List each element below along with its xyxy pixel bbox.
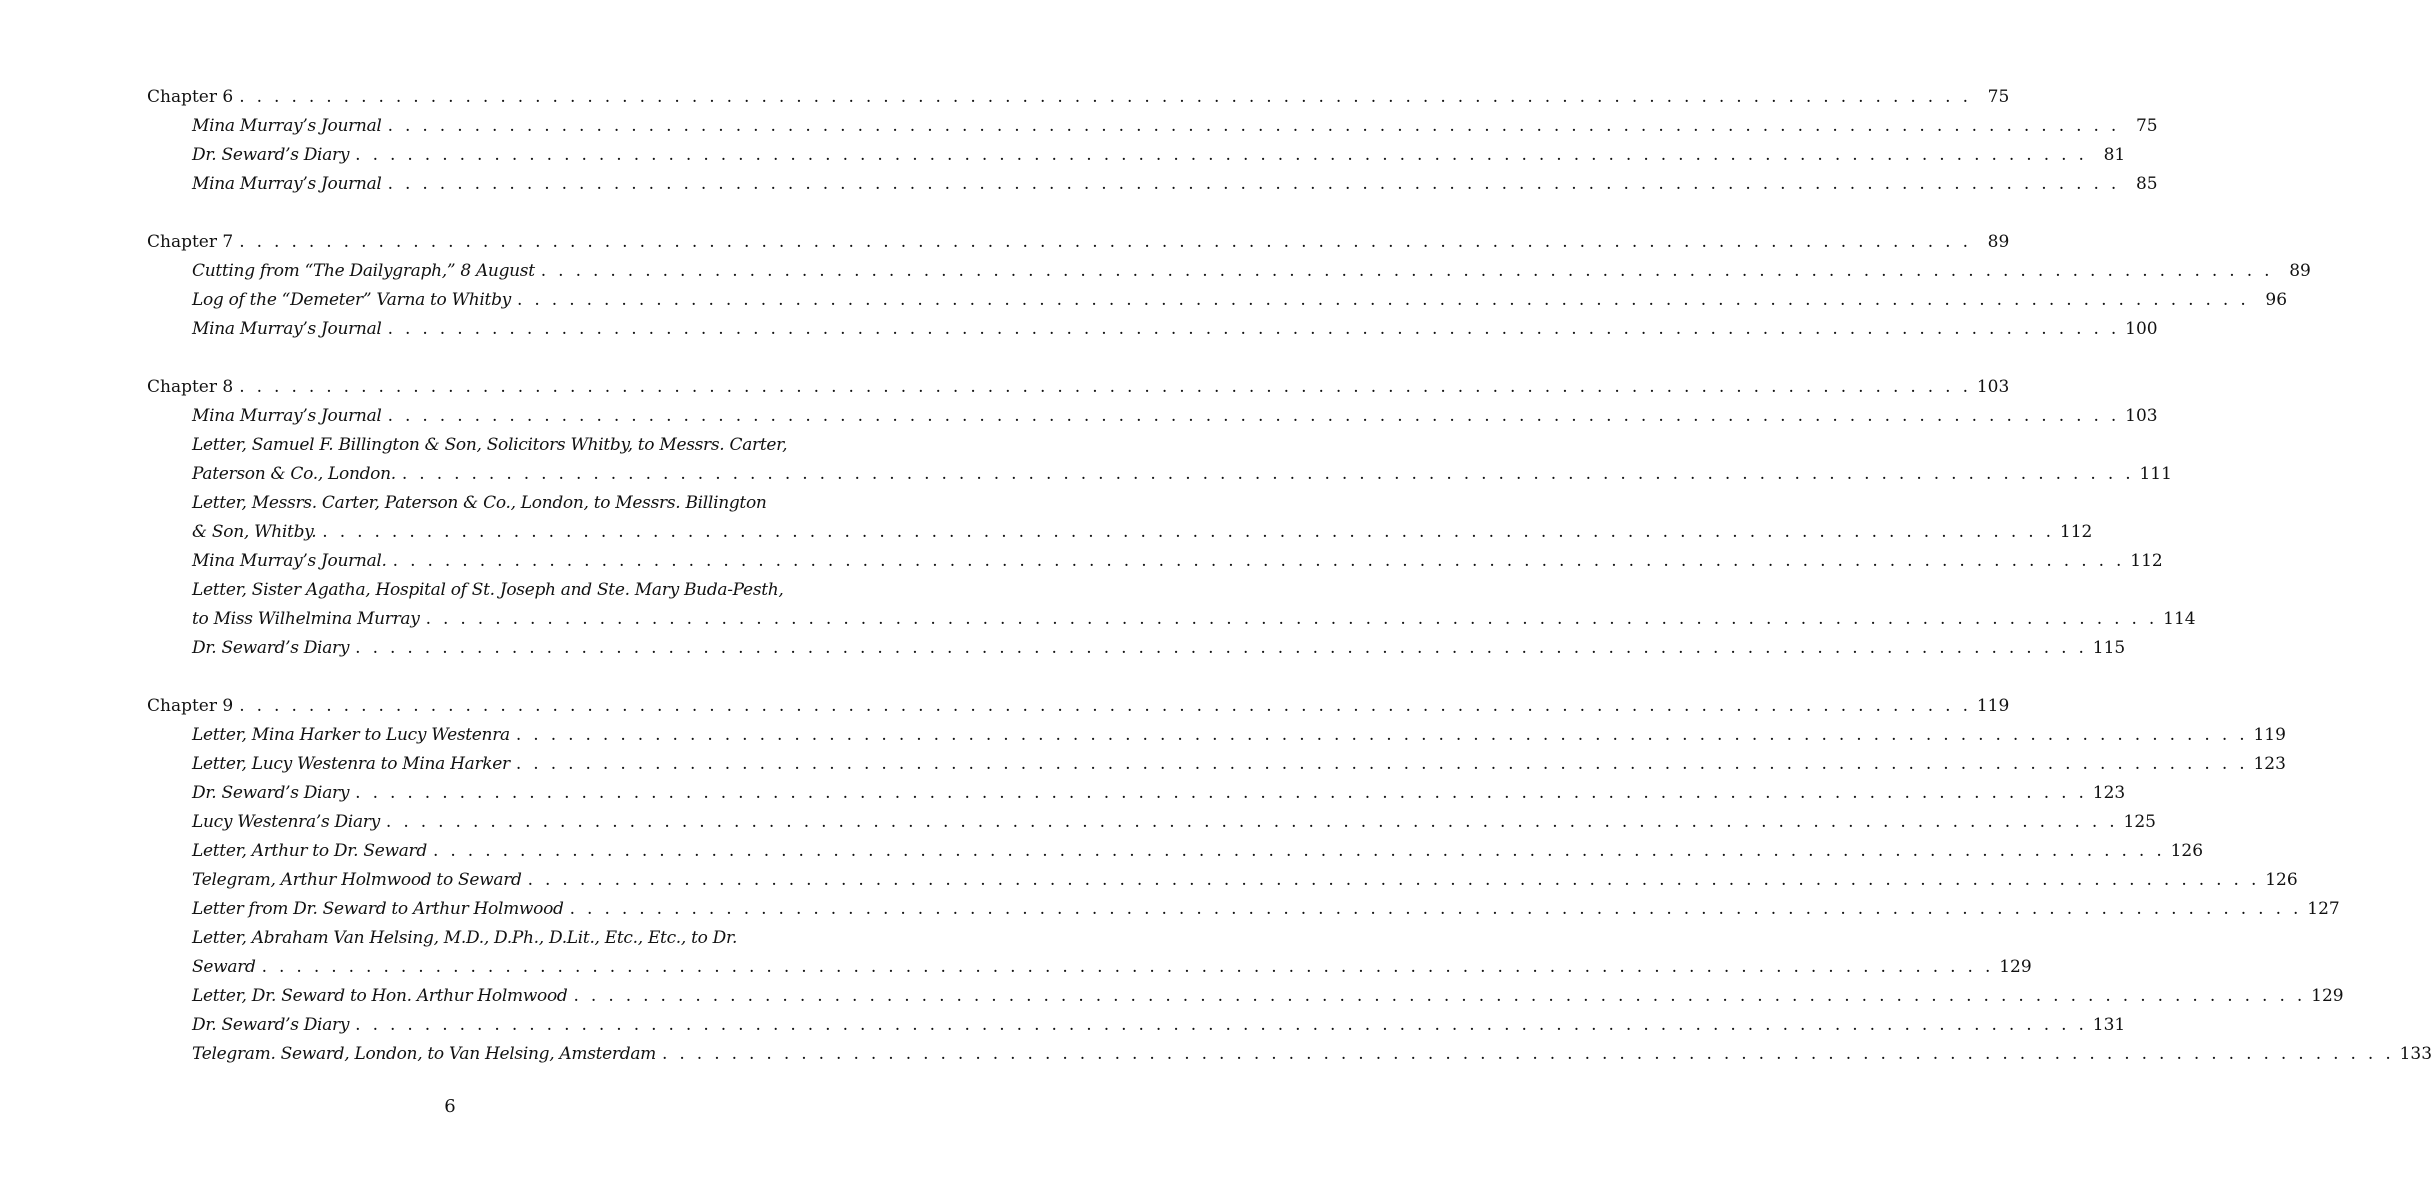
toc-entry-title: Letter, Lucy Westenra to Mina Harker (192, 750, 516, 779)
dot-leader: . . . . . . . . . . . . . . . . . . . . . . . . . . . . . . . . . . . . . . . . . . . . . . . . . . . . . . . . . . . . . . . . . . . . . . . . . . . . . . . . . . . . . . . . . . . . . . . . . . . . (239, 87, 1972, 107)
toc-entry[interactable] (192, 634, 2126, 663)
dot-leader: . . . . . . . . . . . . . . . . . . . . . . . . . . . . . . . . . . . . . . . . . . . . . . . . . . . . . . . . . . . . . . . . . . . . . . . . . . . . . . . . . . . . . . . . . . . . . . . . . . . . (425, 609, 2158, 629)
toc-entry-title: & Son, Whitby. (192, 518, 322, 547)
toc-entry[interactable] (192, 286, 2288, 315)
chapter-block (0, 228, 2311, 344)
dot-leader: . . . . . . . . . . . . . . . . . . . . . . . . . . . . . . . . . . . . . . . . . . . . . . . . . . . . . . . . . . . . . . . . . . . . . . . . . . . . . . . . . . . . . . . . . . . . . . . . . . . . (239, 696, 1972, 716)
toc-entry-title: Dr. Seward’s Diary (192, 1011, 355, 1040)
toc-entry[interactable] (192, 112, 2158, 141)
toc-entry-title: Mina Murray’s Journal. (192, 547, 393, 576)
toc-entry-title: Dr. Seward’s Diary (192, 779, 355, 808)
toc-entry-page: 112 (2054, 518, 2092, 547)
toc-entry-page: 100 (2120, 315, 2158, 344)
toc-entry-page: 112 (2125, 547, 2163, 576)
toc-entry[interactable] (192, 605, 2196, 634)
toc-entry[interactable] (192, 750, 2286, 779)
dot-leader: . . . . . . . . . . . . . . . . . . . . . . . . . . . . . . . . . . . . . . . . . . . . . . . . . . . . . . . . . . . . . . . . . . . . . . . . . . . . . . . . . . . . . . . . . . . . . . . . . . . . (355, 638, 2088, 658)
toc-entry-title: Mina Murray’s Journal (192, 112, 388, 141)
toc-entry-line1-title: Letter, Abraham Van Helsing, M.D., D.Ph., D.Lit., Etc., Etc., to Dr. (192, 924, 743, 953)
toc-entry[interactable] (192, 141, 2126, 170)
toc-entry-page: 81 (2087, 141, 2125, 170)
dot-leader: . . . . . . . . . . . . . . . . . . . . . . . . . . . . . . . . . . . . . . . . . . . . . . . . . . . . . . . . . . . . . . . . . . . . . . . . . . . . . . . . . . . . . . . . . . . . . . . . . . . . (239, 232, 1972, 252)
toc-entry-line1[interactable] (192, 924, 758, 953)
toc-entry-page: 129 (2306, 982, 2344, 1011)
toc-entry-page: 114 (2158, 605, 2196, 634)
toc-entry[interactable] (192, 1011, 2126, 1040)
toc-entry-title: Letter from Dr. Seward to Arthur Holmwood (192, 895, 570, 924)
dot-leader: . . . . . . . . . . . . . . . . . . . . . . . . . . . . . . . . . . . . . . . . . . . . . . . . . . . . . . . . . . . . . . . . . . . . . . . . . . . . . . . . . . . . . . . . . . . . . . . . . . . . (401, 464, 2134, 484)
toc-entry-page: 85 (2120, 170, 2158, 199)
toc-entry-page: 129 (1994, 953, 2032, 982)
dot-leader: . . . . . . . . . . . . . . . . . . . . . . . . . . . . . . . . . . . . . . . . . . . . . . . . . . . . . . . . . . . . . . . . . . . . . . . . . . . . . . . . . . . . . . . . . . . . . . . . . . . . (432, 841, 2166, 861)
page-number: 6 (444, 1096, 456, 1117)
dot-leader: . . . . . . . . . . . . . . . . . . . . . . . . . . . . . . . . . . . . . . . . . . . . . . . . . . . . . . . . . . . . . . . . . . . . . . . . . . . . . . . . . . . . . . . . . . . . . . . . . . . . (322, 522, 2055, 542)
dot-leader: . . . . . . . . . . . . . . . . . . . . . . . . . . . . . . . . . . . . . . . . . . . . . . . . . . . . . . . . . . . . . . . . . . . . . . . . . . . . . . . . . . . . . . . . . . . . . . . . . . . . (239, 377, 1972, 397)
chapter-heading[interactable] (147, 692, 2010, 721)
toc-entry-title: to Miss Wilhelmina Murray (192, 605, 426, 634)
chapter-heading[interactable] (147, 83, 2010, 112)
toc-entry[interactable] (192, 779, 2126, 808)
toc-entry-page: 89 (2273, 257, 2311, 286)
dot-leader: . . . . . . . . . . . . . . . . . . . . . . . . . . . . . . . . . . . . . . . . . . . . . . . . . . . . . . . . . . . . . . . . . . . . . . . . . . . . . . . . . . . . . . . . . . . . . . . . . . . . (569, 899, 2302, 919)
toc-entry[interactable] (192, 315, 2158, 344)
toc-entry-page: 103 (2120, 402, 2158, 431)
toc-entry-line1[interactable] (192, 576, 784, 605)
toc-entry[interactable] (192, 460, 2172, 489)
toc-entry-page: 123 (2087, 779, 2125, 808)
chapter-heading-title: Chapter 8 (147, 373, 239, 402)
dot-leader: . . . . . . . . . . . . . . . . . . . . . . . . . . . . . . . . . . . . . . . . . . . . . . . . . . . . . . . . . . . . . . . . . . . . . . . . . . . . . . . . . . . . . . . . . . . . . . . . . . . . (515, 725, 2248, 745)
dot-leader: . . . . . . . . . . . . . . . . . . . . . . . . . . . . . . . . . . . . . . . . . . . . . . . . . . . . . . . . . . . . . . . . . . . . . . . . . . . . . . . . . . . . . . . . . . . . . . . . . . . . (355, 1015, 2088, 1035)
toc-entry-title: Telegram. Seward, London, to Van Helsing, Amsterdam (192, 1040, 662, 1069)
chapter-heading-title: Chapter 7 (147, 228, 239, 257)
toc-entry[interactable] (192, 982, 2344, 1011)
toc-entry-page: 75 (2120, 112, 2158, 141)
toc-entry-page: 133 (2394, 1040, 2432, 1069)
chapter-block (0, 692, 2432, 1069)
dot-leader: . . . . . . . . . . . . . . . . . . . . . . . . . . . . . . . . . . . . . . . . . . . . . . . . . . . . . . . . . . . . . . . . . . . . . . . . . . . . . . . . . . . . . . . . . . . . . . . . . . . . (385, 812, 2118, 832)
toc-entry[interactable] (192, 547, 2163, 576)
toc-entry-page: 127 (2302, 895, 2340, 924)
dot-leader: . . . . . . . . . . . . . . . . . . . . . . . . . . . . . . . . . . . . . . . . . . . . . . . . . . . . . . . . . . . . . . . . . . . . . . . . . . . . . . . . . . . . . . . . . . . . . . . . . . . . (387, 174, 2120, 194)
toc-entry-title: Paterson & Co., London. (192, 460, 402, 489)
toc-entry[interactable] (192, 1040, 2432, 1069)
toc-entry-title: Lucy Westenra’s Diary (192, 808, 386, 837)
dot-leader: . . . . . . . . . . . . . . . . . . . . . . . . . . . . . . . . . . . . . . . . . . . . . . . . . . . . . . . . . . . . . . . . . . . . . . . . . . . . . . . . . . . . . . . . . . . . . . . . . . . . (515, 754, 2248, 774)
toc-entry-title: Mina Murray’s Journal (192, 170, 388, 199)
dot-leader: . . . . . . . . . . . . . . . . . . . . . . . . . . . . . . . . . . . . . . . . . . . . . . . . . . . . . . . . . . . . . . . . . . . . . . . . . . . . . . . . . . . . . . . . . . . . . . . . . . . . (387, 116, 2120, 136)
toc-entry-title: Letter, Dr. Seward to Hon. Arthur Holmwood (192, 982, 574, 1011)
toc-entry-title: Mina Murray’s Journal (192, 315, 388, 344)
toc-entry-line1[interactable] (192, 431, 788, 460)
toc-entry-title: Seward (192, 953, 262, 982)
toc-entry-page: 131 (2087, 1011, 2125, 1040)
dot-leader: . . . . . . . . . . . . . . . . . . . . . . . . . . . . . . . . . . . . . . . . . . . . . . . . . . . . . . . . . . . . . . . . . . . . . . . . . . . . . . . . . . . . . . . . . . . . . . . . . . . . (355, 145, 2088, 165)
toc-entry-page: 119 (2248, 721, 2286, 750)
toc-entry[interactable] (192, 518, 2093, 547)
toc-entry-page: 111 (2134, 460, 2172, 489)
toc-entry-line1-title: Letter, Samuel F. Billington & Son, Solicitors Whitby, to Messrs. Carter, (192, 431, 793, 460)
toc-entry[interactable] (192, 866, 2298, 895)
toc-entry-page: 125 (2118, 808, 2156, 837)
toc-entry[interactable] (192, 808, 2156, 837)
chapter-heading-page: 103 (1971, 373, 2009, 402)
chapter-heading-page: 89 (1971, 228, 2009, 257)
dot-leader: . . . . . . . . . . . . . . . . . . . . . . . . . . . . . . . . . . . . . . . . . . . . . . . . . . . . . . . . . . . . . . . . . . . . . . . . . . . . . . . . . . . . . . . . . . . . . . . . . . . . (261, 957, 1994, 977)
toc-entry-title: Mina Murray’s Journal (192, 402, 388, 431)
toc-entry[interactable] (192, 257, 2311, 286)
toc-entry-page: 126 (2165, 837, 2203, 866)
toc-entry[interactable] (192, 953, 2032, 982)
toc-entry[interactable] (192, 837, 2204, 866)
toc-entry-line1[interactable] (192, 489, 767, 518)
chapter-heading-title: Chapter 9 (147, 692, 239, 721)
dot-leader: . . . . . . . . . . . . . . . . . . . . . . . . . . . . . . . . . . . . . . . . . . . . . . . . . . . . . . . . . . . . . . . . . . . . . . . . . . . . . . . . . . . . . . . . . . . . . . . . . . . . (527, 870, 2260, 890)
chapter-block (0, 373, 2196, 663)
toc-entry[interactable] (192, 170, 2158, 199)
toc-entry-title: Letter, Mina Harker to Lucy Westenra (192, 721, 516, 750)
toc-entry[interactable] (192, 895, 2340, 924)
toc-entry-page: 115 (2087, 634, 2125, 663)
toc-entry-line1-title: Letter, Sister Agatha, Hospital of St. Joseph and Ste. Mary Buda-Pesth, (192, 576, 790, 605)
chapter-block (0, 83, 2158, 199)
chapter-heading-page: 119 (1971, 692, 2009, 721)
toc-entry[interactable] (192, 721, 2286, 750)
toc-entry-page: 126 (2260, 866, 2298, 895)
dot-leader: . . . . . . . . . . . . . . . . . . . . . . . . . . . . . . . . . . . . . . . . . . . . . . . . . . . . . . . . . . . . . . . . . . . . . . . . . . . . . . . . . . . . . . . . . . . . . . . . . . . . (540, 261, 2273, 281)
dot-leader: . . . . . . . . . . . . . . . . . . . . . . . . . . . . . . . . . . . . . . . . . . . . . . . . . . . . . . . . . . . . . . . . . . . . . . . . . . . . . . . . . . . . . . . . . . . . . . . . . . . . (387, 319, 2120, 339)
toc-entry-page: 123 (2248, 750, 2286, 779)
dot-leader: . . . . . . . . . . . . . . . . . . . . . . . . . . . . . . . . . . . . . . . . . . . . . . . . . . . . . . . . . . . . . . . . . . . . . . . . . . . . . . . . . . . . . . . . . . . . . . . . . . . . (392, 551, 2125, 571)
chapter-heading[interactable] (147, 373, 2010, 402)
toc-entry-line1-title: Letter, Messrs. Carter, Paterson & Co., London, to Messrs. Billington (192, 489, 773, 518)
dot-leader: . . . . . . . . . . . . . . . . . . . . . . . . . . . . . . . . . . . . . . . . . . . . . . . . . . . . . . . . . . . . . . . . . . . . . . . . . . . . . . . . . . . . . . . . . . . . . . . . . . . . (661, 1044, 2395, 1064)
dot-leader: . . . . . . . . . . . . . . . . . . . . . . . . . . . . . . . . . . . . . . . . . . . . . . . . . . . . . . . . . . . . . . . . . . . . . . . . . . . . . . . . . . . . . . . . . . . . . . . . . . . . (355, 783, 2088, 803)
toc-entry-title: Dr. Seward’s Diary (192, 634, 355, 663)
toc-entry-title: Log of the “Demeter” Varna to Whitby (192, 286, 517, 315)
chapter-heading-page: 75 (1971, 83, 2009, 112)
toc-entry-title: Telegram, Arthur Holmwood to Seward (192, 866, 528, 895)
toc-entry-title: Cutting from “The Dailygraph,” 8 August (192, 257, 541, 286)
chapter-heading[interactable] (147, 228, 2010, 257)
toc-entry[interactable] (192, 402, 2158, 431)
dot-leader: . . . . . . . . . . . . . . . . . . . . . . . . . . . . . . . . . . . . . . . . . . . . . . . . . . . . . . . . . . . . . . . . . . . . . . . . . . . . . . . . . . . . . . . . . . . . . . . . . . . . (516, 290, 2250, 310)
toc-entry-page: 96 (2249, 286, 2287, 315)
chapter-heading-title: Chapter 6 (147, 83, 239, 112)
dot-leader: . . . . . . . . . . . . . . . . . . . . . . . . . . . . . . . . . . . . . . . . . . . . . . . . . . . . . . . . . . . . . . . . . . . . . . . . . . . . . . . . . . . . . . . . . . . . . . . . . . . . (573, 986, 2306, 1006)
toc-entry-title: Dr. Seward’s Diary (192, 141, 355, 170)
dot-leader: . . . . . . . . . . . . . . . . . . . . . . . . . . . . . . . . . . . . . . . . . . . . . . . . . . . . . . . . . . . . . . . . . . . . . . . . . . . . . . . . . . . . . . . . . . . . . . . . . . . . (387, 406, 2120, 426)
toc-entry-title: Letter, Arthur to Dr. Seward (192, 837, 433, 866)
